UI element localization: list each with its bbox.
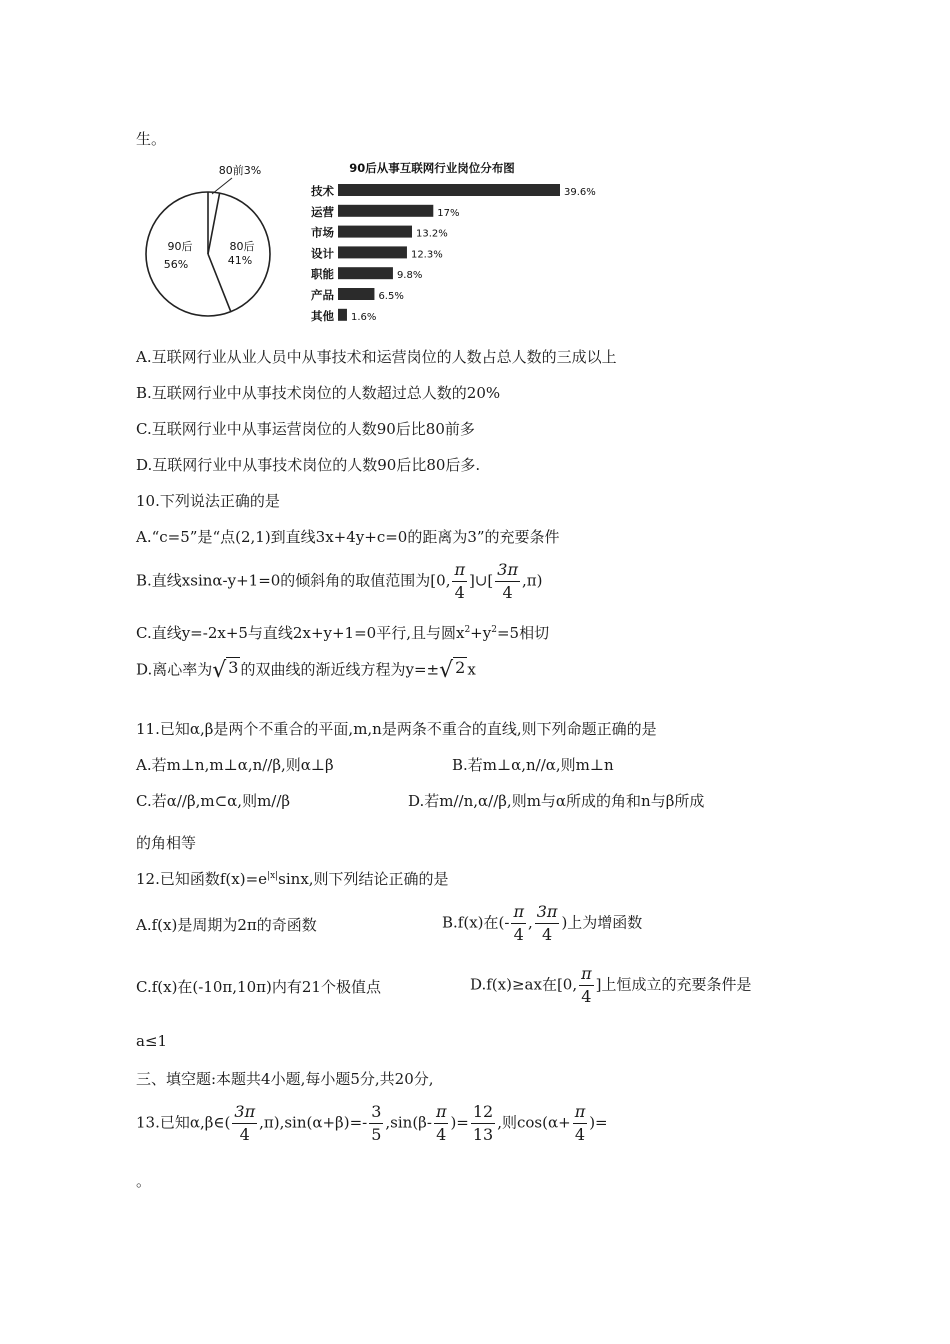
- pie-chart: [146, 163, 270, 316]
- frac-den: 4: [436, 1125, 447, 1144]
- q11-stem: 11.已知α,β是两个不重合的平面,m,n是两条不重合的直线,则下列命题正确的是: [136, 720, 657, 738]
- chart-svg: [140, 158, 596, 330]
- frac-den: 4: [541, 925, 553, 944]
- frac-den: 4: [574, 1125, 586, 1144]
- frac-den: 4: [454, 583, 465, 602]
- fraction-pi-over-4: [573, 1104, 588, 1143]
- fraction-3pi-over-4: [495, 562, 520, 601]
- q10-option-d: [136, 658, 476, 683]
- bar-category-label: 运营: [311, 204, 334, 219]
- bar-value-label: 9.8%: [396, 270, 423, 282]
- frac-num: 12: [471, 1104, 495, 1124]
- bar-value-label: 39.6%: [564, 187, 596, 198]
- q10-stem: 10.下列说法正确的是: [136, 492, 280, 510]
- bar-mark: [338, 246, 407, 258]
- q11-option-b: B.若m⊥α,n//α,则m⊥n: [452, 756, 614, 774]
- q11-option-d: D.若m//n,α//β,则m与α所成的角和n与β所成: [408, 792, 705, 810]
- q13-stem: [136, 1104, 608, 1143]
- q11-option-a: A.若m⊥n,m⊥α,n//β,则α⊥β: [136, 756, 334, 774]
- frac-num: 3π: [232, 1104, 257, 1124]
- q10-option-c: [136, 622, 549, 643]
- bar-mark: [338, 205, 433, 217]
- bar-value-label: 17%: [437, 207, 460, 219]
- frac-num: π: [452, 562, 467, 582]
- bar-value-label: 12.3%: [410, 249, 443, 261]
- frac-num: π: [434, 1104, 449, 1124]
- q10-d-pre: D.离心率为: [136, 660, 213, 679]
- sqrt-arg: 2: [455, 658, 466, 677]
- q10-d-mid: 的双曲线的渐近线方程为y=±: [240, 660, 440, 679]
- bar-mark: [338, 309, 347, 321]
- superscript: 2: [464, 625, 471, 635]
- bar-chart-title: 90后从事互联网行业岗位分布图: [349, 161, 515, 175]
- bar-chart: [310, 161, 596, 323]
- fraction-3pi-over-4: [232, 1104, 257, 1143]
- bar-value-label: 6.5%: [378, 291, 404, 302]
- frac-den: 4: [502, 583, 513, 602]
- q12-b-pre: B.f(x)在(-: [442, 913, 510, 932]
- bar-category-label: 职能: [311, 267, 334, 282]
- frac-num: 3π: [535, 904, 560, 924]
- q12-b-post: )上为增函数: [561, 913, 643, 932]
- q10-option-b: [136, 562, 542, 601]
- q10-b-pre: B.直线xsinα-y+1=0的倾斜角的取值范围为[0,: [136, 571, 451, 590]
- frac-den: 4: [581, 987, 592, 1006]
- superscript: |x|: [267, 871, 279, 881]
- bar-category-label: 其他: [311, 308, 334, 323]
- q12-option-a: A.f(x)是周期为2π的奇函数: [136, 916, 317, 934]
- q9-option-a: A.互联网行业从业人员中从事技术和运营岗位的人数占总人数的三成以上: [136, 348, 617, 366]
- bar-category-label: 产品: [311, 288, 334, 302]
- q10-option-a: A.“c=5”是“点(2,1)到直线3x+4y+c=0的距离为3”的充要条件: [136, 528, 560, 546]
- pie-label-90-after-value: 56%: [163, 258, 189, 271]
- q12-option-c: C.f(x)在(-10π,10π)内有21个极值点: [136, 978, 381, 996]
- q10-b-mid: ]∪[: [468, 571, 494, 590]
- pie-label-80-before: 80前3%: [218, 164, 262, 177]
- q11-option-d-cont: 的角相等: [136, 834, 197, 852]
- frac-num: π: [511, 904, 526, 924]
- frac-den: 4: [239, 1125, 250, 1144]
- q13-mid2: ,sin(β-: [385, 1113, 432, 1132]
- pie-leader-line: [212, 178, 232, 194]
- q9-option-b: B.互联网行业中从事技术岗位的人数超过总人数的20%: [136, 384, 501, 402]
- fraction-pi-over-4: [452, 562, 467, 601]
- q12-d-post: ]上恒成立的充要条件是: [595, 975, 752, 994]
- q13-mid1: ,π),sin(α+β)=-: [259, 1113, 368, 1132]
- bar-mark: [338, 267, 393, 279]
- chart-figure: [140, 158, 596, 330]
- q13-end: 。: [136, 1172, 152, 1190]
- fraction-12-over-13: [471, 1104, 495, 1143]
- q12-stem-pre: 12.已知函数f(x)=e: [136, 870, 268, 888]
- bar-mark: [338, 184, 560, 196]
- q12-b-mid: ,: [527, 913, 533, 932]
- q10-d-post: x: [467, 660, 476, 679]
- q9-option-c: C.互联网行业中从事运营岗位的人数90后比80前多: [136, 420, 475, 438]
- q13-post: )=: [589, 1113, 608, 1132]
- sqrt-arg: 3: [228, 658, 239, 677]
- sqrt-3: √ 3: [212, 658, 239, 683]
- fraction-3-over-5: [369, 1104, 383, 1143]
- frac-den: 13: [472, 1125, 494, 1144]
- bar-category-label: 设计: [311, 246, 334, 261]
- q13-mid3: )=: [450, 1113, 469, 1132]
- bar-category-label: 市场: [311, 225, 334, 240]
- bar-category-label: 技术: [311, 184, 334, 198]
- fraction-pi-over-4: [511, 904, 526, 943]
- q12-option-d-cont: a≤1: [136, 1032, 168, 1050]
- q12-d-pre: D.f(x)≥ax在[0,: [470, 975, 578, 994]
- q12-option-b: [442, 904, 642, 943]
- frac-num: 3π: [495, 562, 520, 582]
- pie-label-80-after-value: 41%: [227, 254, 253, 267]
- frac-den: 4: [513, 925, 524, 944]
- q10-c-pre: C.直线y=-2x+5与直线2x+y+1=0平行,且与圆x: [136, 624, 465, 642]
- frac-num: 3: [369, 1104, 383, 1124]
- q13-pre: 13.已知α,β∈(: [136, 1113, 231, 1132]
- frac-num: π: [573, 1104, 588, 1124]
- frac-num: π: [579, 966, 594, 986]
- q10-c-mid: +y: [470, 624, 492, 642]
- pie-label-90-after-name: 90后: [167, 240, 193, 253]
- intro-tail: 生。: [136, 130, 167, 148]
- q9-option-d: D.互联网行业中从事技术岗位的人数90后比80后多.: [136, 456, 481, 474]
- bar-value-label: 1.6%: [350, 311, 377, 323]
- fraction-pi-over-4: [579, 966, 594, 1005]
- q10-b-post: ,π): [521, 571, 543, 590]
- fraction-3pi-over-4: [535, 904, 560, 943]
- bar-value-label: 13.2%: [416, 228, 448, 240]
- section-3-heading: 三、填空题:本题共4小题,每小题5分,共20分,: [136, 1070, 434, 1088]
- q13-mid4: ,则cos(α+: [497, 1113, 571, 1132]
- frac-den: 5: [371, 1125, 382, 1144]
- bar-mark: [338, 288, 374, 300]
- q11-option-c: C.若α//β,m⊂α,则m//β: [136, 792, 291, 810]
- q10-c-post: =5相切: [496, 624, 550, 642]
- sqrt-2: √ 2: [439, 658, 466, 683]
- fraction-pi-over-4: [434, 1104, 449, 1143]
- q12-option-d: [470, 966, 752, 1005]
- bar-mark: [338, 226, 412, 238]
- q12-stem-post: sinx,则下列结论正确的是: [278, 870, 449, 888]
- superscript: 2: [491, 625, 497, 635]
- pie-label-80-after-name: 80后: [229, 240, 255, 253]
- q12-stem: [136, 868, 449, 889]
